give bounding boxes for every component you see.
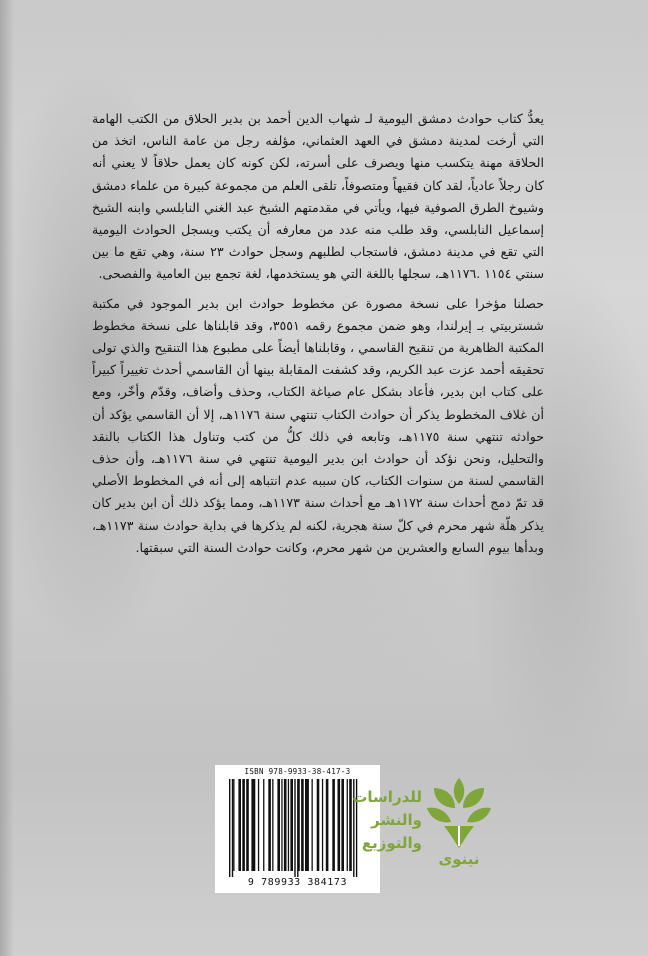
cover-blurb [92,108,544,566]
barcode-bar [294,779,295,877]
barcode-number: 9 789933 384173 [247,877,348,888]
blurb-paragraph-2: حصلنا مؤخرا على نسخة مصورة عن مخطوط حوادث ابن بدير الموجود في مكتبة شستربيتي بـ إيرلندا، وهو ضمن مجموع رقمه ٣٥٥١، وقد قابلناها على نسخة مخطوط المكتبة الظاهرية من تنقيح القاسمي ، وقابلناها أيضاً على مطبوع هذا التنقيح والذي تولى تحقيقه أحمد عزت عبد الكريم، وقد كشفت المقابلة بينها أن القاسمي أحدث تغييراً كبيراً على كتاب ابن بدير، فأعاد بشكل عام صياغة الكتاب، وحذف وأضاف، وقدّم وأخّر، ومع أن غلاف المخطوط يذكر أن حوادث الكتاب تنتهي سنة ١١٧٦هـ، إلا أن القاسمي يؤكد أن حوادثه تنتهي سنة ١١٧٥هـ، وتابعه في ذلك كلُّ من كتب وتناول هذا الكتاب بالنقد والتحليل، ونحن نؤكد أن حوادث ابن بدير اليومية تنتهي في سنة ١١٧٦هـ، وأن حذف القاسمي لسنة من سنوات الكتاب، كان سببه عدم انتباهه إلى أنه في المخطوط الأصلي قد تمّ دمج أحداث سنة ١١٧٢هـ مع أحداث سنة ١١٧٣هـ، ومما يؤكد ذلك أن ابن بدير كان يذكر هلّة شهر محرم في كلّ سنة هجرية، لكنه لم يذكرها في بداية حوادث سنة ١١٧٣هـ، وبدأها بيوم السابع والعشرين من شهر محرم، وكانت حوادث السنة التي سبقتها. [92,295,544,555]
isbn-label: ISBN 978-9933-38-417-3 [244,767,351,776]
leaf-emblem-icon [424,776,494,852]
blurb-paragraph-1: يعدُّ كتاب حوادث دمشق اليومية لـ شهاب الدين أحمد بن بدير الحلاق من الكتب الهامة التي أرخت لمدينة دمشق في العهد العثماني، مؤلفه رجل من عامة الناس، اتخذ من الحلاقة مهنة يتكسب منها ويصرف على أسرته، لكن كونه كان يعمل حلاقاً لا يعني أنه كان رجلاً عادياً، لقد كان فقيهاً ومتصوفاً، تلقى العلم من مجموعة كبيرة من علماء دمشق وشيوخ الطرق الصوفية فيها، ويأتي في مقدمتهم الشيخ عبد الغني النابلسي وابنه الشيخ إسماعيل النابلسي، وقد طلب منه عدد من معارفه أن يكتب ويسجل الحوادث اليومية التي تقع في مدينة دمشق، فاستجاب لطلبهم وسجل حوادث ٢٣ سنة، وهي تقع ما بين سنتي ١١٥٤ .١١٧٦هـ، سجلها باللغة التي هو يستخدمها، لغة تجمع بين العامية والفصحى. [92,111,544,282]
publisher-line-1: للدراسات [352,788,422,806]
barcode-bar [238,779,241,871]
publisher-tagline [300,786,422,855]
barcode-bar [277,779,280,871]
barcode-bar [232,779,233,877]
barcode-bar [288,779,289,871]
barcode-bar [263,779,264,871]
barcode-bar [272,779,273,871]
barcode-bar [290,779,293,871]
publisher-logo [424,776,494,886]
publisher-line-2: والنشر [371,811,422,829]
barcode-bar [233,779,234,871]
spine-shadow [0,0,14,956]
barcode-bar [258,779,259,871]
barcode-bar [229,779,230,877]
barcode-bar [242,779,245,871]
publisher-name: نينوى [438,850,480,868]
barcode-bar [246,779,249,871]
barcode-bar [297,779,298,877]
barcode-bar [284,779,287,871]
barcode-bar [281,779,282,871]
barcode-bar [251,779,255,871]
publisher-line-3: والتوزيع [361,834,422,852]
barcode-bar [268,779,271,871]
